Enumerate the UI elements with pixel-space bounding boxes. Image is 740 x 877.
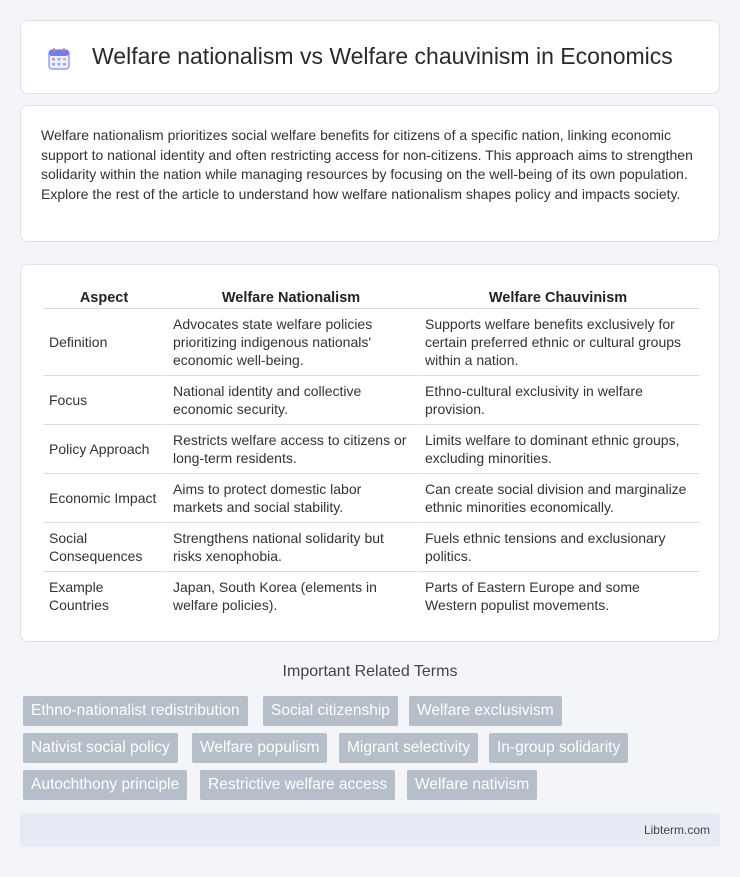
comparison-table [43, 285, 699, 621]
table-cell-aspect: Economic Impact [43, 474, 165, 523]
table-row [43, 425, 699, 474]
table-cell-chauvinism: Can create social division and marginalize ethnic minorities economically. [417, 474, 699, 523]
table-cell-chauvinism: Ethno-cultural exclusivity in welfare provision. [417, 376, 699, 425]
table-row [43, 309, 699, 376]
footer-site-link[interactable]: Libterm.com [643, 823, 710, 837]
table-cell-chauvinism: Fuels ethnic tensions and exclusionary politics. [417, 523, 699, 572]
table-cell-aspect: Policy Approach [43, 425, 165, 474]
column-header-welfare-chauvinism: Welfare Chauvinism [417, 285, 699, 309]
header-card [20, 20, 720, 94]
table-cell-chauvinism: Parts of Eastern Europe and some Western populist movements. [417, 572, 699, 621]
intro-card [20, 105, 720, 242]
table-cell-nationalism: Advocates state welfare policies prioritizing indigenous nationals' economic well-being. [165, 309, 417, 376]
column-header-welfare-nationalism: Welfare Nationalism [165, 285, 417, 309]
related-terms-title: Important Related Terms [282, 663, 458, 680]
table-cell-aspect: Focus [43, 376, 165, 425]
table-cell-chauvinism: Limits welfare to dominant ethnic groups, excluding minorities. [417, 425, 699, 474]
table-cell-nationalism: National identity and collective economic security. [165, 376, 417, 425]
related-term-tag[interactable]: In-group solidarity [489, 733, 628, 763]
related-term-tag[interactable]: Welfare populism [192, 733, 327, 763]
related-term-tag[interactable]: Autochthony principle [23, 770, 187, 800]
related-term-tag[interactable]: Welfare exclusivism [409, 696, 562, 726]
intro-paragraph: Welfare nationalism prioritizes social welfare benefits for citizens of a specific nation, linking economic support to national identity and often restricting access for non-citizens. This approach aims to strengthen solidarity within the nation while managing resources by focusing on the well-being of its own population. Explore the rest of the article to understand how welfare nationalism shapes policy and impacts society. [41, 127, 693, 202]
table-row [43, 376, 699, 425]
table-cell-aspect: Social Consequences [43, 523, 165, 572]
related-term-tag[interactable]: Social citizenship [263, 696, 398, 726]
calendar-icon [47, 47, 71, 71]
related-term-tag[interactable]: Nativist social policy [23, 733, 178, 763]
related-term-tag[interactable]: Restrictive welfare access [200, 770, 395, 800]
comparison-card [20, 264, 720, 642]
footer-bar [20, 813, 720, 847]
table-cell-aspect: Definition [43, 309, 165, 376]
table-row [43, 474, 699, 523]
table-cell-chauvinism: Supports welfare benefits exclusively for certain preferred ethnic or cultural groups within a nation. [417, 309, 699, 376]
table-cell-nationalism: Strengthens national solidarity but risks xenophobia. [165, 523, 417, 572]
table-row [43, 523, 699, 572]
column-header-aspect: Aspect [43, 285, 165, 309]
table-cell-nationalism: Restricts welfare access to citizens or long-term residents. [165, 425, 417, 474]
table-header-row [43, 285, 699, 309]
table-cell-aspect: Example Countries [49, 579, 109, 613]
table-cell-nationalism: Aims to protect domestic labor markets and social stability. [165, 474, 417, 523]
related-term-tag[interactable]: Welfare nativism [407, 770, 537, 800]
page-title: Welfare nationalism vs Welfare chauvinism in Economics [92, 43, 673, 69]
table-row [43, 572, 699, 621]
related-term-tag[interactable]: Ethno-nationalist redistribution [23, 696, 248, 726]
related-term-tag[interactable]: Migrant selectivity [339, 733, 478, 763]
table-cell-nationalism: Japan, South Korea (elements in welfare policies). [165, 572, 417, 621]
